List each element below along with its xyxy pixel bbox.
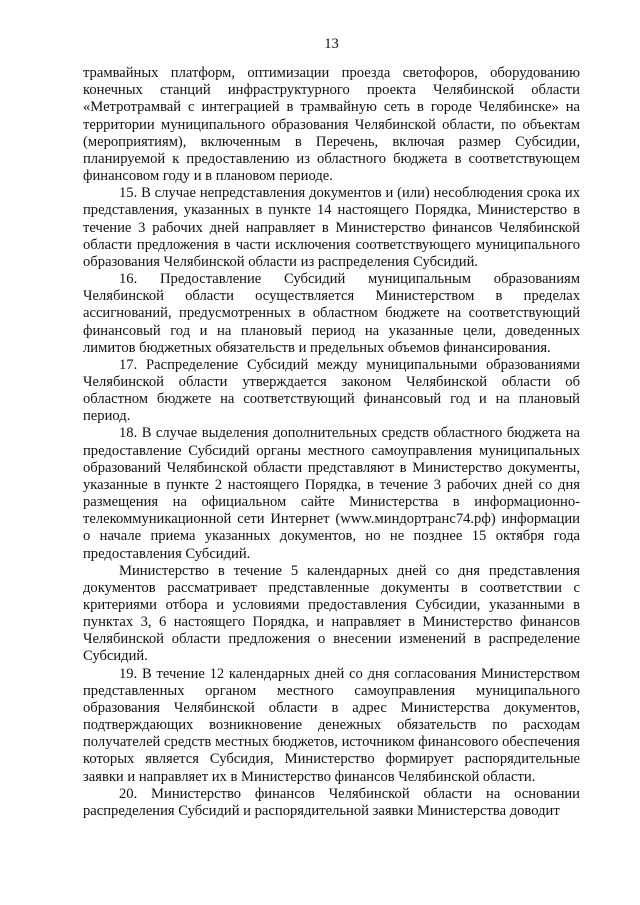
paragraph-16: 16. Предоставление Субсидий муниципальным образованиям Челябинской области осуществляется Министерством в пределах ассигнований, предусмотренных в областном бюджете на соответствующий финансовый год и на плановый период на указанные цели, доведенных лимитов бюджетных обязательств и предельных объемов финансирования. (83, 271, 580, 356)
paragraph-continuation: трамвайных платформ, оптимизации проезда светофоров, оборудованию конечных станций инфраструктурного проекта Челябинской области «Метротрамвай с интеграцией в трамвайную сеть в городе Челябинске» на территории муниципального образования Челябинской области, по объектам (мероприятиям), включенным в Перечень, включая размер Субсидии, планируемой к предоставлению из областного бюджета в соответствующем финансовом году и в плановом периоде. (83, 65, 580, 185)
paragraph-17: 17. Распределение Субсидий между муниципальными образованиями Челябинской области утверждается законом Челябинской области об областном бюджете на соответствующий финансовый год и на плановый период. (83, 356, 580, 425)
page-number: 13 (324, 36, 339, 52)
paragraph-18: 18. В случае выделения дополнительных средств областного бюджета на предоставление Субсидий органы местного самоуправления муниципальных образований Челябинской области представляют в Министерство документы, указанные в пункте 2 настоящего Порядка, в течение 3 рабочих дней со дня размещения на официальном сайте Министерства в информационно-телекоммуникационной сети Интернет (www.миндортранс74.рф) информации о начале приема указанных документов, но не позднее 15 октября года предоставления Субсидий. (83, 425, 580, 562)
paragraph-20: 20. Министерство финансов Челябинской области на основании распределения Субсидий и распорядительной заявки Министерства доводит (83, 785, 580, 819)
paragraph-15: 15. В случае непредставления документов и (или) несоблюдения срока их представления, указанных в пункте 14 настоящего Порядка, Министерство в течение 3 рабочих дней направляет в Министерство финансов Челябинской области предложения в части исключения соответствующего муниципального образования Челябинской области из распределения Субсидий. (83, 185, 580, 270)
paragraph-18-continued: Министерство в течение 5 календарных дней со дня представления документов рассматривает представленные документы в соответствии с критериями отбора и условиями предоставления Субсидии, указанными в пунктах 3, 6 настоящего Порядка, и направляет в Министерство финансов Челябинской области предложения о внесении изменений в распределение Субсидий. (83, 562, 580, 665)
paragraph-19: 19. В течение 12 календарных дней со дня согласования Министерством представленных органом местного самоуправления муниципального образования Челябинской области в адрес Министерства документов, подтверждающих возникновение денежных обязательств по расходам получателей средств местных бюджетов, источником финансового обеспечения которых является Субсидия, Министерство формирует распорядительные заявки и направляет их в Министерство финансов Челябинской области. (83, 665, 580, 785)
